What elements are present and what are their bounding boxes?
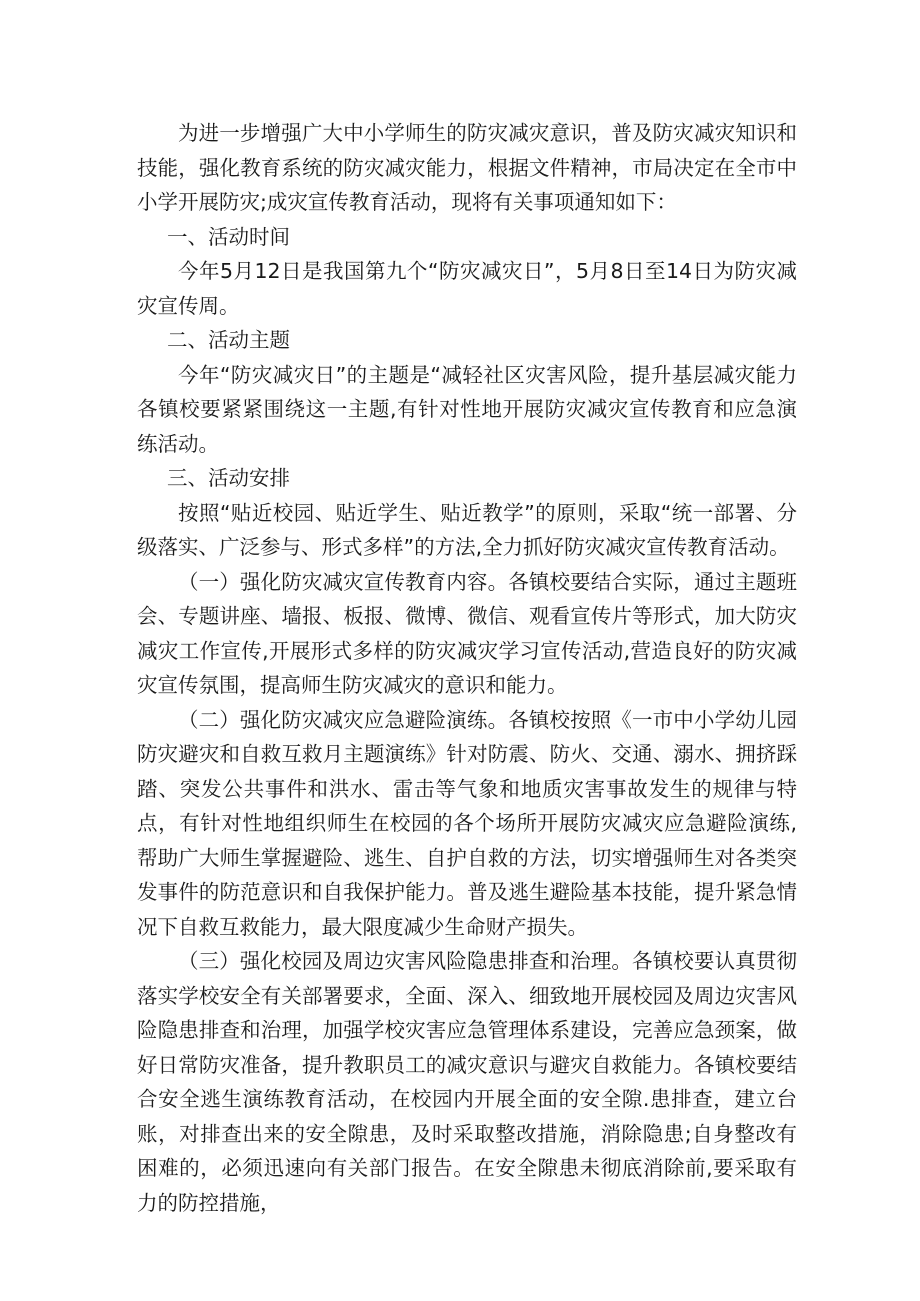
arrangement-item-1-paragraph: （一）强化防灾减灾宣传教育内容。各镇校要结合实际，通过主题班会、专题讲座、墙报、板报、微博、微信、观看宣传片等形式，加大防灾减灾工作宣传,开展形式多样的防灾减灾学习宣传活动,营造良好的防灾减灾宣传氛围，提高师生防灾减灾的意识和能力。 [137,569,797,697]
intro-paragraph: 为进一步增强广大中小学师生的防灾减灾意识，普及防灾减灾知识和技能，强化教育系统的防灾减灾能力，根据文件精神，市局决定在全市中小学开展防灾;成灾宣传教育活动，现将有关事项通知如下： [137,121,797,214]
document-body [137,116,797,1220]
section-heading-activity-arrangement: 三、活动安排 [167,466,290,490]
activity-time-paragraph: 今年5月12日是我国第九个“防灾减灾日”，5月8日至14日为防灾减灾宣传周。 [137,259,797,318]
section-heading-activity-theme: 二、活动主题 [167,328,290,352]
arrangement-principle-paragraph: 按照“贴近校园、贴近学生、贴近教学”的原则，采取“统一部署、分级落实、广泛参与、形式多样”的方法,全力抓好防灾减灾宣传教育活动。 [137,500,797,559]
activity-theme-paragraph: 今年“防灾减灾日”的主题是“减轻社区灾害风险，提升基层减灾能力各镇校要紧紧围绕这一主题,有针对性地开展防灾减灾宣传教育和应急演练活动。 [137,362,797,456]
arrangement-item-3-paragraph: （三）强化校园及周边灾害风险隐患排查和治理。各镇校要认真贯彻落实学校安全有关部署要求，全面、深入、细致地开展校园及周边灾害风险隐患排查和治理，加强学校灾害应急管理体系建设，完善应急颈案，做好日常防灾准备，提升教职员工的减灾意识与避灾自救能力。各镇校要结合安全逃生演练教育活动，在校园内开展全面的安全隙.患排查，建立台账，对排查出来的安全隙患，及时采取整改措施，消除隐患;自身整改有困难的，必须迅速向有关部门报告。在安全隙患未彻底消除前,要采取有力的防控措施， [137,949,797,1215]
section-heading-activity-time: 一、活动时间 [167,224,290,249]
arrangement-item-2-paragraph: （二）强化防灾减灾应急避险演练。各镇校按照《一市中小学幼儿园防灾避灾和自救互救月主题演练》针对防震、防火、交通、溺水、拥挤踩踏、突发公共事件和洪水、雷击等气象和地质灾害事故发生的规律与特点，有针对性地组织师生在校园的各个场所开展防灾减灾应急避险演练,帮助广大师生掌握避险、逃生、自护自救的方法，切实增强师生对各类突发事件的防范意识和自我保护能力。普及逃生避险基本技能，提升紧急情况下自救互救能力，最大限度减少生命财产损失。 [137,707,797,939]
